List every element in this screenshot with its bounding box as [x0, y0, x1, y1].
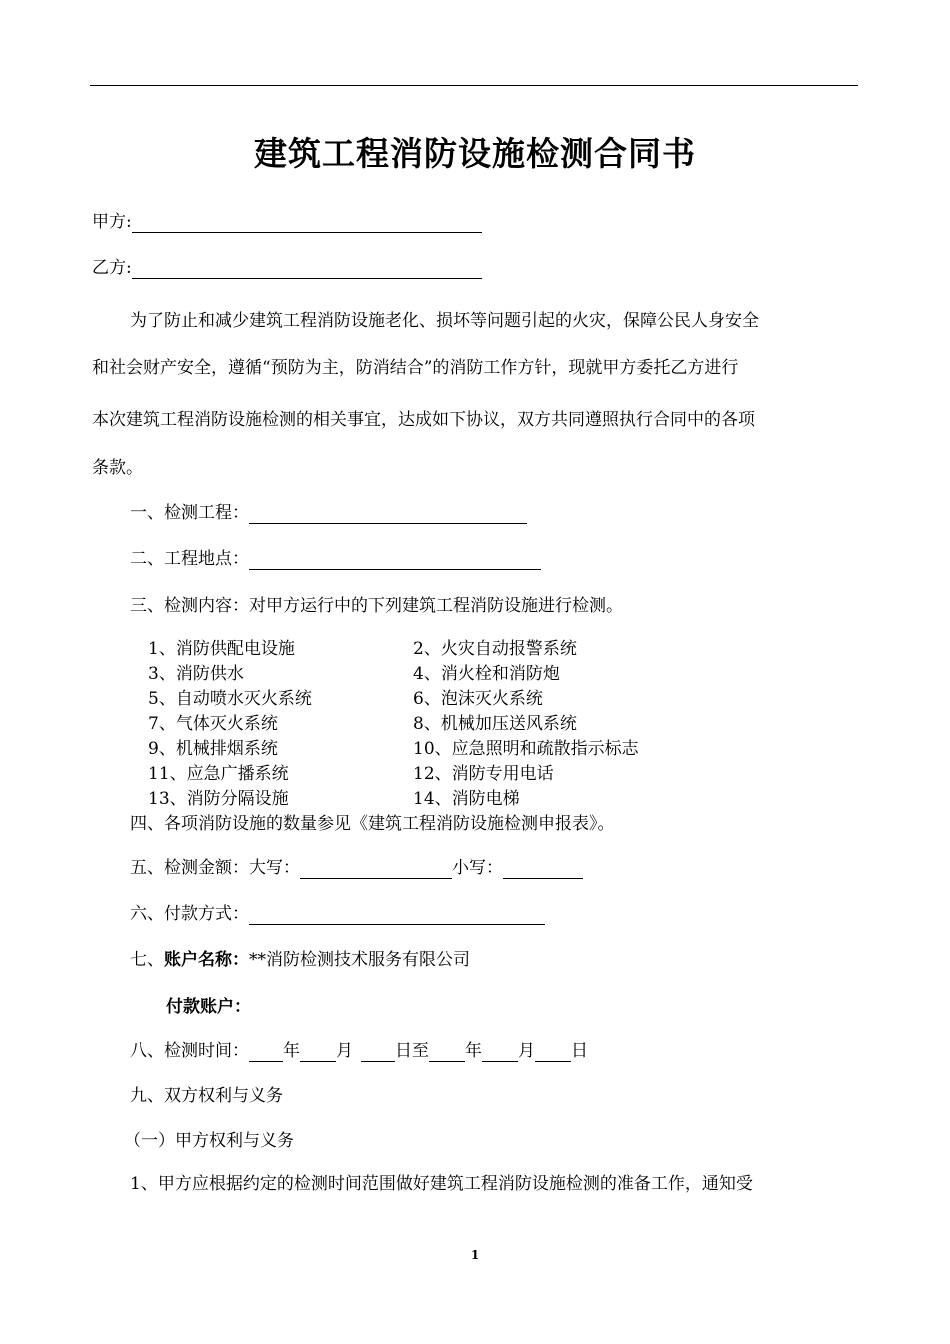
payment-account-label: 付款账户： — [166, 997, 251, 1017]
section-5-label: 五、检测金额：大写： — [130, 858, 300, 878]
amount-words-blank — [300, 860, 452, 879]
item-left-1: 1、消防供配电设施 — [148, 639, 295, 659]
section-9-sub-1-item-1: 1、甲方应根据约定的检测时间范围做好建筑工程消防设施检测的准备工作，通知受 — [130, 1174, 753, 1194]
end-month-blank — [482, 1043, 518, 1062]
section-9-sub-1: （一）甲方权利与义务 — [124, 1131, 294, 1151]
document-title: 建筑工程消防设施检测合同书 — [254, 134, 696, 173]
item-right-7: 14、消防电梯 — [413, 789, 520, 809]
section-9: 九、双方权利与义务 — [130, 1086, 283, 1106]
item-right-4: 8、机械加压送风系统 — [413, 714, 577, 734]
end-day-blank — [535, 1043, 571, 1062]
party-a-line — [92, 211, 482, 233]
party-a-blank — [132, 214, 482, 233]
start-year-blank — [249, 1043, 283, 1062]
party-b-label: 乙方: — [92, 258, 132, 278]
header-rule — [90, 85, 858, 86]
section-2 — [130, 548, 541, 570]
item-right-1: 2、火灾自动报警系统 — [413, 639, 577, 659]
section-1-label: 一、检测工程： — [130, 503, 249, 523]
end-year-blank — [429, 1043, 465, 1062]
intro-line-4: 条款。 — [92, 458, 143, 478]
end-day-unit: 日 — [571, 1041, 588, 1061]
item-left-4: 7、气体灭火系统 — [148, 714, 278, 734]
account-name-value: **消防检测技术服务有限公司 — [249, 950, 470, 970]
party-a-label: 甲方: — [92, 212, 132, 232]
section-8-label: 八、检测时间： — [130, 1041, 249, 1061]
item-right-6: 12、消防专用电话 — [413, 764, 554, 784]
section-5-small-label: 小写： — [452, 858, 503, 878]
party-b-line — [92, 257, 482, 279]
start-day-unit: 日至 — [395, 1041, 429, 1061]
party-b-blank — [132, 260, 482, 279]
section-4: 四、各项消防设施的数量参见《建筑工程消防设施检测申报表》。 — [130, 814, 615, 834]
intro-line-2: 和社会财产安全，遵循“预防为主，防消结合”的消防工作方针，现就甲方委托乙方进行 — [92, 358, 739, 378]
section-2-blank — [249, 551, 541, 570]
item-left-6: 11、应急广播系统 — [148, 764, 289, 784]
start-year-unit: 年 — [283, 1041, 300, 1061]
item-right-3: 6、泡沫灭火系统 — [413, 689, 543, 709]
start-month-blank — [300, 1043, 336, 1062]
section-3: 三、检测内容：对甲方运行中的下列建筑工程消防设施进行检测。 — [130, 596, 623, 616]
item-left-7: 13、消防分隔设施 — [148, 789, 289, 809]
page-number: 1 — [470, 1248, 480, 1262]
amount-figures-blank — [503, 860, 583, 879]
item-right-2: 4、消火栓和消防炮 — [413, 664, 560, 684]
section-8 — [130, 1040, 588, 1062]
item-left-3: 5、自动喷水灭火系统 — [148, 689, 312, 709]
account-name-label: 账户名称： — [164, 950, 249, 970]
item-left-5: 9、机械排烟系统 — [148, 739, 278, 759]
section-5 — [130, 857, 583, 879]
end-month-unit: 月 — [518, 1041, 535, 1061]
start-month-unit: 月 — [336, 1041, 353, 1061]
section-1-blank — [249, 505, 527, 524]
end-year-unit: 年 — [465, 1041, 482, 1061]
start-day-blank — [361, 1043, 395, 1062]
section-6 — [130, 903, 545, 925]
payment-method-blank — [249, 906, 545, 925]
section-2-label: 二、工程地点： — [130, 549, 249, 569]
section-7-prefix: 七、 — [130, 950, 164, 970]
intro-line-1: 为了防止和减少建筑工程消防设施老化、损坏等问题引起的火灾，保障公民人身安全 — [130, 311, 759, 331]
section-1 — [130, 502, 527, 524]
item-right-5: 10、应急照明和疏散指示标志 — [413, 739, 639, 759]
section-7 — [130, 949, 470, 971]
item-left-2: 3、消防供水 — [148, 664, 244, 684]
section-6-label: 六、付款方式： — [130, 904, 249, 924]
intro-line-3: 本次建筑工程消防设施检测的相关事宜，达成如下协议，双方共同遵照执行合同中的各项 — [92, 410, 755, 430]
